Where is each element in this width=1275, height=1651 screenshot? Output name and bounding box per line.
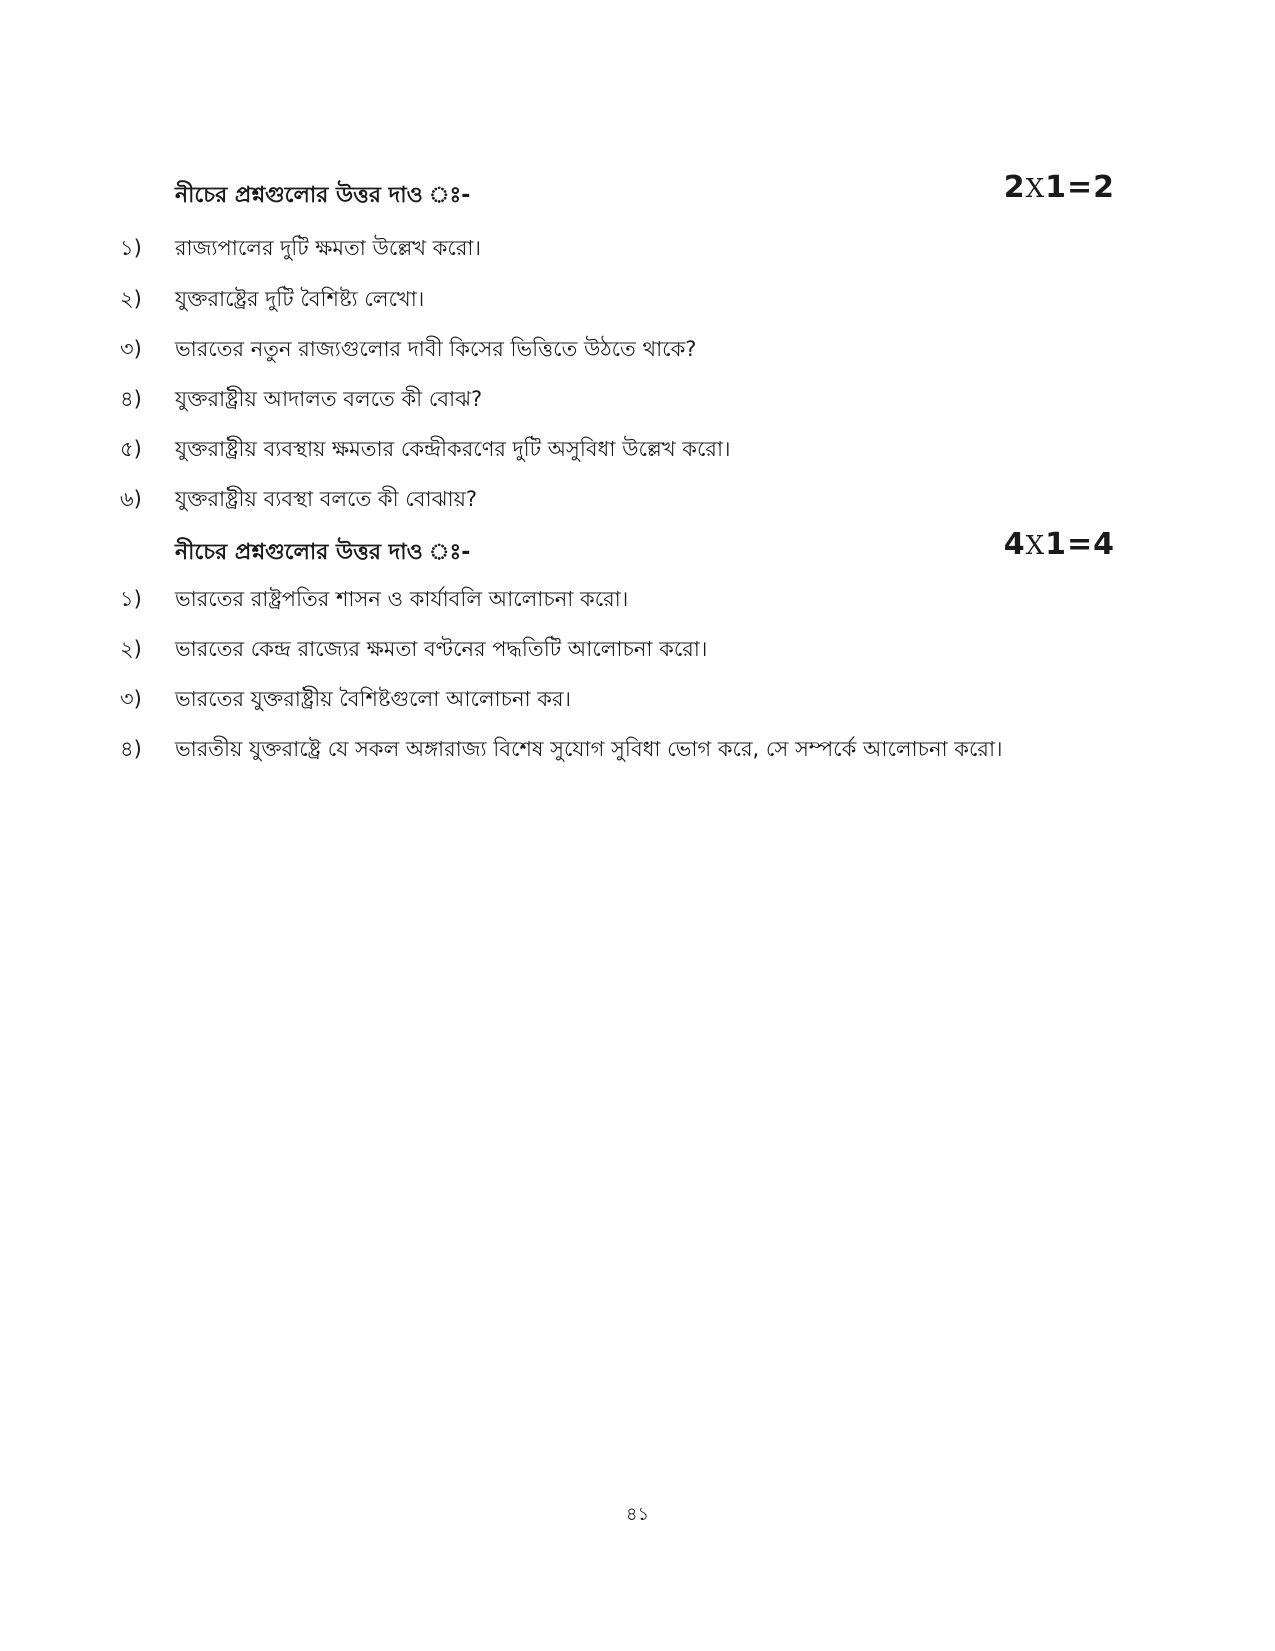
question-number: ৪) (120, 387, 142, 411)
question-number: ২) (120, 287, 142, 311)
section-1-header (175, 170, 1115, 210)
question-item (120, 283, 1120, 317)
question-text: যুক্তরাষ্ট্রের দুটি বৈশিষ্ট্য লেখো। (175, 287, 425, 311)
question-text: যুক্তরাষ্ট্রীয় ব্যবস্থা বলতে কী বোঝায়? (175, 487, 478, 511)
question-item (120, 633, 1120, 667)
question-text: যুক্তরাষ্ট্রীয় ব্যবস্থায় ক্ষমতার কেন্দ্রীকরণের দুটি অসুবিধা উল্লেখ করো। (175, 437, 731, 461)
question-item (120, 583, 1120, 617)
question-text: রাজ্যপালের দুটি ক্ষমতা উল্লেখ করো। (175, 236, 482, 260)
question-number: ৪) (120, 737, 142, 761)
question-number: ৫) (120, 437, 142, 461)
question-item (120, 383, 1120, 417)
section-1-title: নীচের প্রশ্নগুলোর উত্তর দাও ঃ- (175, 183, 471, 208)
question-item (120, 733, 1120, 767)
section-2-title: নীচের প্রশ্নগুলোর উত্তর দাও ঃ- (175, 540, 471, 565)
section-1-marks: 2X1=2 (1003, 170, 1115, 205)
question-text: ভারতের নতুন রাজ্যগুলোর দাবী কিসের ভিত্তিতে উঠতে থাকে? (175, 337, 697, 361)
page-number: ৪১ (625, 1504, 650, 1525)
question-number: ১) (120, 587, 142, 611)
question-text: ভারতের যুক্তরাষ্ট্রীয় বৈশিষ্টগুলো আলোচনা কর। (175, 687, 572, 711)
question-text: যুক্তরাষ্ট্রীয় আদালত বলতে কী বোঝ? (175, 387, 483, 411)
question-number: ৬) (120, 487, 142, 511)
question-number: ২) (120, 637, 142, 661)
question-text: ভারতের কেন্দ্র রাজ্যের ক্ষমতা বণ্টনের পদ্ধতিটি আলোচনা করো। (175, 637, 708, 661)
question-item (120, 683, 1120, 717)
question-item (120, 433, 1120, 467)
question-item (120, 232, 1120, 266)
section-2-header (175, 527, 1115, 567)
question-number: ৩) (120, 687, 142, 711)
question-item (120, 333, 1120, 367)
question-number: ৩) (120, 337, 142, 361)
section-2-marks: 4X1=4 (1003, 527, 1115, 562)
question-item (120, 483, 1120, 517)
question-text: ভারতীয় যুক্তরাষ্ট্রে যে সকল অঙ্গারাজ্য বিশেষ সুযোগ সুবিধা ভোগ করে, সে সম্পর্কে আলোচনা করো। (175, 737, 1003, 761)
question-text: ভারতের রাষ্ট্রপতির শাসন ও কার্যাবলি আলোচনা করো। (175, 587, 629, 611)
question-number: ১) (120, 236, 142, 260)
